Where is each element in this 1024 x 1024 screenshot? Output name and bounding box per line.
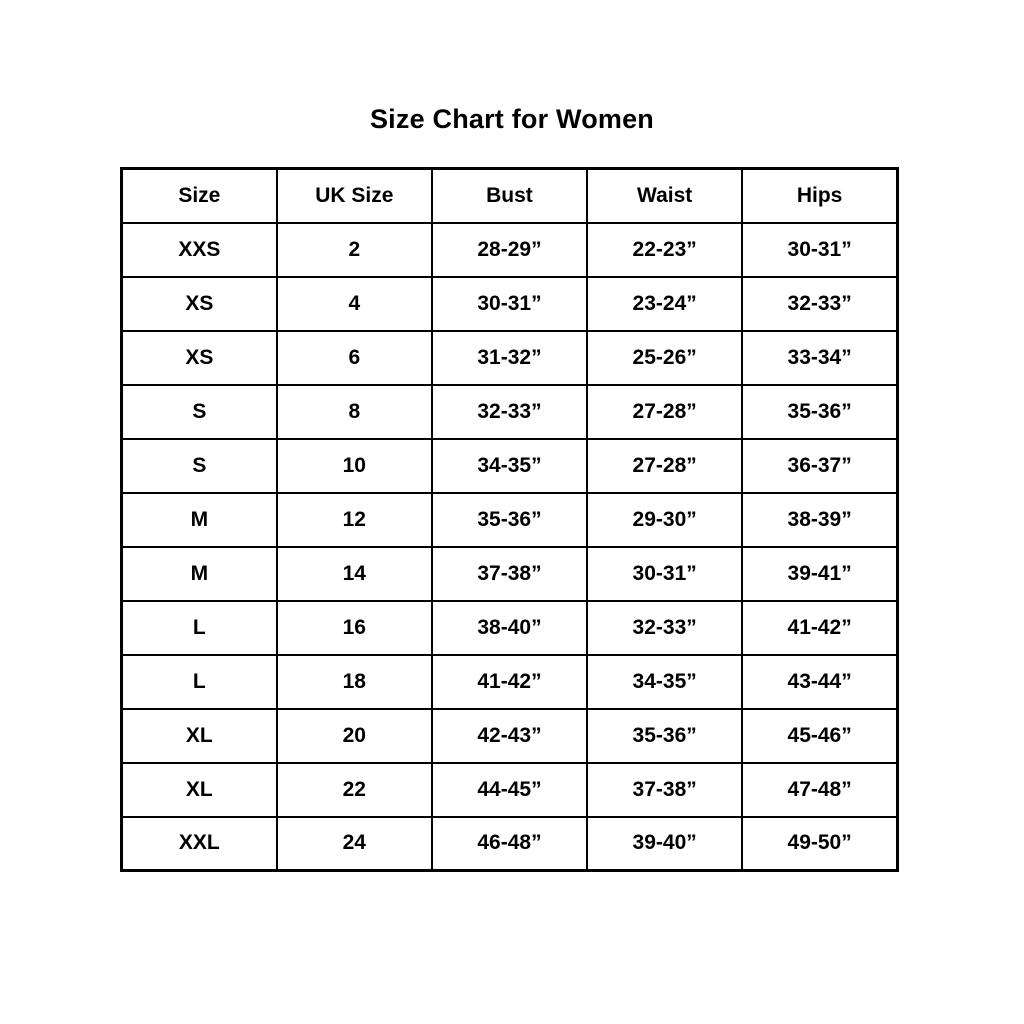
table-cell: 10: [277, 439, 432, 493]
table-cell: 31-32”: [432, 331, 587, 385]
table-cell: XXS: [122, 223, 277, 277]
table-cell: 39-40”: [587, 817, 742, 871]
table-cell: 34-35”: [432, 439, 587, 493]
table-cell: 30-31”: [432, 277, 587, 331]
table-cell: 35-36”: [742, 385, 897, 439]
table-cell: 32-33”: [742, 277, 897, 331]
table-cell: XXL: [122, 817, 277, 871]
table-row: [122, 763, 898, 817]
table-cell: 28-29”: [432, 223, 587, 277]
table-cell: 6: [277, 331, 432, 385]
table-cell: 35-36”: [432, 493, 587, 547]
table-cell: 29-30”: [587, 493, 742, 547]
column-header-bust: Bust: [432, 169, 587, 223]
table-row: [122, 655, 898, 709]
column-header-uk-size: UK Size: [277, 169, 432, 223]
table-cell: 38-40”: [432, 601, 587, 655]
page-title: Size Chart for Women: [369, 104, 655, 134]
table-cell: 12: [277, 493, 432, 547]
table-cell: 42-43”: [432, 709, 587, 763]
table-cell: XS: [122, 277, 277, 331]
table-cell: 24: [277, 817, 432, 871]
table-cell: S: [122, 385, 277, 439]
table-cell: 33-34”: [742, 331, 897, 385]
table-cell: 22-23”: [587, 223, 742, 277]
table-row: [122, 331, 898, 385]
table-cell: 2: [277, 223, 432, 277]
table-cell: 30-31”: [742, 223, 897, 277]
table-cell: 37-38”: [587, 763, 742, 817]
table-cell: 43-44”: [742, 655, 897, 709]
table-cell: 8: [277, 385, 432, 439]
table-row: [122, 709, 898, 763]
table-cell: 27-28”: [587, 385, 742, 439]
table-cell: 46-48”: [432, 817, 587, 871]
table-cell: M: [122, 493, 277, 547]
table-cell: 22: [277, 763, 432, 817]
table-row: [122, 817, 898, 871]
table-cell: 14: [277, 547, 432, 601]
column-header-size: Size: [122, 169, 277, 223]
table-row: [122, 493, 898, 547]
header-row: [122, 169, 898, 223]
table-cell: 38-39”: [742, 493, 897, 547]
table-cell: 30-31”: [587, 547, 742, 601]
table-row: [122, 601, 898, 655]
table-body: [122, 223, 898, 871]
table-cell: L: [122, 601, 277, 655]
table-cell: L: [122, 655, 277, 709]
table-cell: 47-48”: [742, 763, 897, 817]
table-header: [122, 169, 898, 223]
table-row: [122, 277, 898, 331]
table-cell: 41-42”: [432, 655, 587, 709]
table-cell: 34-35”: [587, 655, 742, 709]
table-cell: 27-28”: [587, 439, 742, 493]
table-cell: 32-33”: [432, 385, 587, 439]
table-row: [122, 223, 898, 277]
table-row: [122, 439, 898, 493]
table-cell: XL: [122, 763, 277, 817]
column-header-waist: Waist: [587, 169, 742, 223]
table-cell: 32-33”: [587, 601, 742, 655]
table-cell: M: [122, 547, 277, 601]
table-cell: 49-50”: [742, 817, 897, 871]
table-cell: 35-36”: [587, 709, 742, 763]
column-header-hips: Hips: [742, 169, 897, 223]
size-chart-table: [120, 167, 899, 872]
table-cell: 16: [277, 601, 432, 655]
table-row: [122, 385, 898, 439]
table-cell: XS: [122, 331, 277, 385]
table-cell: 23-24”: [587, 277, 742, 331]
table-cell: 20: [277, 709, 432, 763]
table-cell: XL: [122, 709, 277, 763]
table-row: [122, 547, 898, 601]
table-cell: 41-42”: [742, 601, 897, 655]
table-cell: 18: [277, 655, 432, 709]
table-cell: 36-37”: [742, 439, 897, 493]
table-cell: 39-41”: [742, 547, 897, 601]
table-cell: 44-45”: [432, 763, 587, 817]
table-cell: 45-46”: [742, 709, 897, 763]
table-cell: 25-26”: [587, 331, 742, 385]
table-cell: S: [122, 439, 277, 493]
table-cell: 37-38”: [432, 547, 587, 601]
table-cell: 4: [277, 277, 432, 331]
